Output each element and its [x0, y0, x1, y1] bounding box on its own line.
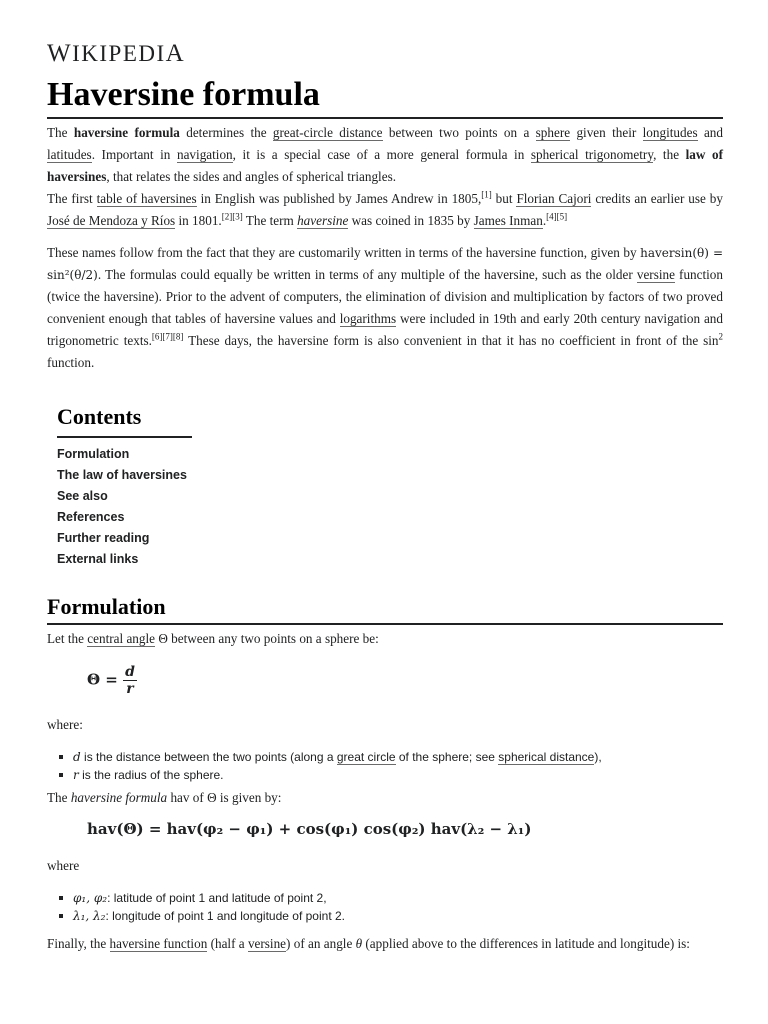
list-item: λ₁, λ₂: longitude of point 1 and longitude of point 2.	[65, 907, 345, 925]
link-table-of-haversines[interactable]: table of haversines	[96, 191, 197, 206]
toc-list	[57, 444, 237, 570]
toc-item-further-reading[interactable]: Further reading	[57, 531, 150, 545]
equation-central-angle: Θ = $\frac{d}{r}$	[87, 664, 135, 697]
logo-letter-a: A	[165, 40, 186, 67]
table-of-contents	[57, 404, 237, 570]
equation-haversine: hav(Θ) = hav(φ₂ − φ₁) + cos(φ₁) cos(φ₂) hav(λ₂ − λ₁)	[87, 820, 532, 838]
intro-paragraph-3: These names follow from the fact that they are customarily written in terms of the haversine function, given by haversin(θ) = sin²(θ/2). The formulas could equally be written in terms of any multiple of the haversine, such as the older versine function (twice the haversine). Prior to the advent of computers, the elimination of division and multiplication by factors of two proved convenient enough that tables of haversine values and logarithms were included in 19th and early 20th century navigation and trigonometric texts.[6][7][8] These days, the haversine form is also convenient in that it has no coefficient in front of the $\sin^2$ function.	[47, 245, 724, 370]
wikipedia-logo[interactable]	[47, 40, 185, 68]
variable-list-1	[65, 748, 602, 784]
link-haversine[interactable]: haversine	[297, 213, 349, 228]
logo-letters: IKIPEDI	[72, 41, 166, 66]
toc-item-references[interactable]: References	[57, 510, 125, 524]
link-great-circle[interactable]: great circle	[336, 750, 396, 764]
link-versine[interactable]: versine	[636, 267, 675, 282]
logo-letter-w: W	[47, 40, 73, 67]
toc-title: Contents	[57, 404, 142, 429]
bold-term: law of haversines	[47, 147, 723, 184]
citation-4-5[interactable]: [4][5]	[546, 211, 568, 222]
intro-paragraph-2: The first table of haversines in English was published by James Andrew in 1805,[1] but Florian Cajori credits an earlier use by José de Mendoza y Ríos in 1801.[2][3] The term haversine was coined in 1835 by James Inman.[4][5]	[47, 189, 723, 228]
variable-list-2	[65, 889, 345, 925]
link-versine-2[interactable]: versine	[247, 936, 287, 951]
link-jose-de-mendoza[interactable]: José de Mendoza y Ríos	[47, 213, 176, 228]
link-navigation[interactable]: navigation	[176, 147, 233, 162]
link-longitudes[interactable]: longitudes	[642, 125, 698, 140]
link-haversine-function[interactable]: haversine function	[109, 936, 208, 951]
link-florian-cajori[interactable]: Florian Cajori	[516, 191, 592, 206]
page-title: Haversine formula	[47, 76, 320, 113]
link-central-angle[interactable]: central angle	[87, 631, 156, 646]
list-item: φ₁, φ₂: latitude of point 1 and latitude of point 2,	[65, 889, 345, 907]
list-item: d is the distance between the two points (along a great circle of the sphere; see spherical distance),	[65, 748, 602, 766]
citation-2-3[interactable]: [2][3]	[221, 211, 243, 222]
intro-paragraph-1: The haversine formula determines the great-circle distance between two points on a sphere given their longitudes and latitudes. Important in navigation, it is a special case of a more general formula in spherical trigonometry, the law of haversines, that relates the sides and angles of spherical triangles.	[47, 125, 723, 184]
link-spherical-distance[interactable]: spherical distance	[498, 750, 595, 764]
toc-item-see-also[interactable]: See also	[57, 489, 108, 503]
list-item: r is the radius of the sphere.	[65, 766, 602, 784]
section-heading-formulation: Formulation	[47, 594, 166, 619]
citation-1[interactable]: [1]	[481, 189, 492, 200]
formulation-paragraph-2: The haversine formula hav of Θ is given by:	[47, 790, 282, 805]
toc-item-formulation[interactable]: Formulation	[57, 447, 130, 461]
link-latitudes[interactable]: latitudes	[47, 147, 92, 162]
link-logarithms[interactable]: logarithms	[339, 311, 397, 326]
where-label-2: where	[47, 858, 80, 873]
link-great-circle-distance[interactable]: great-circle distance	[272, 125, 383, 140]
formulation-paragraph-3: Finally, the haversine function (half a versine) of an angle θ (applied above to the differences in latitude and longitude) is:	[47, 936, 690, 951]
math-haversin: haversin(θ) = sin²(θ/2)	[47, 246, 723, 282]
link-james-inman[interactable]: James Inman	[473, 213, 543, 228]
where-label-1: where:	[47, 717, 83, 732]
link-spherical-trigonometry[interactable]: spherical trigonometry	[530, 147, 654, 162]
toc-item-external-links[interactable]: External links	[57, 552, 139, 566]
toc-item-law-of-haversines[interactable]: The law of haversines	[57, 468, 187, 482]
title-divider	[47, 117, 723, 119]
formulation-paragraph-1: Let the central angle Θ between any two points on a sphere be:	[47, 631, 379, 646]
citation-6-7-8[interactable]: [6][7][8]	[151, 331, 184, 342]
section-divider	[47, 623, 723, 625]
bold-term: haversine formula	[73, 125, 180, 140]
link-sphere[interactable]: sphere	[535, 125, 571, 140]
toc-divider	[57, 436, 192, 438]
